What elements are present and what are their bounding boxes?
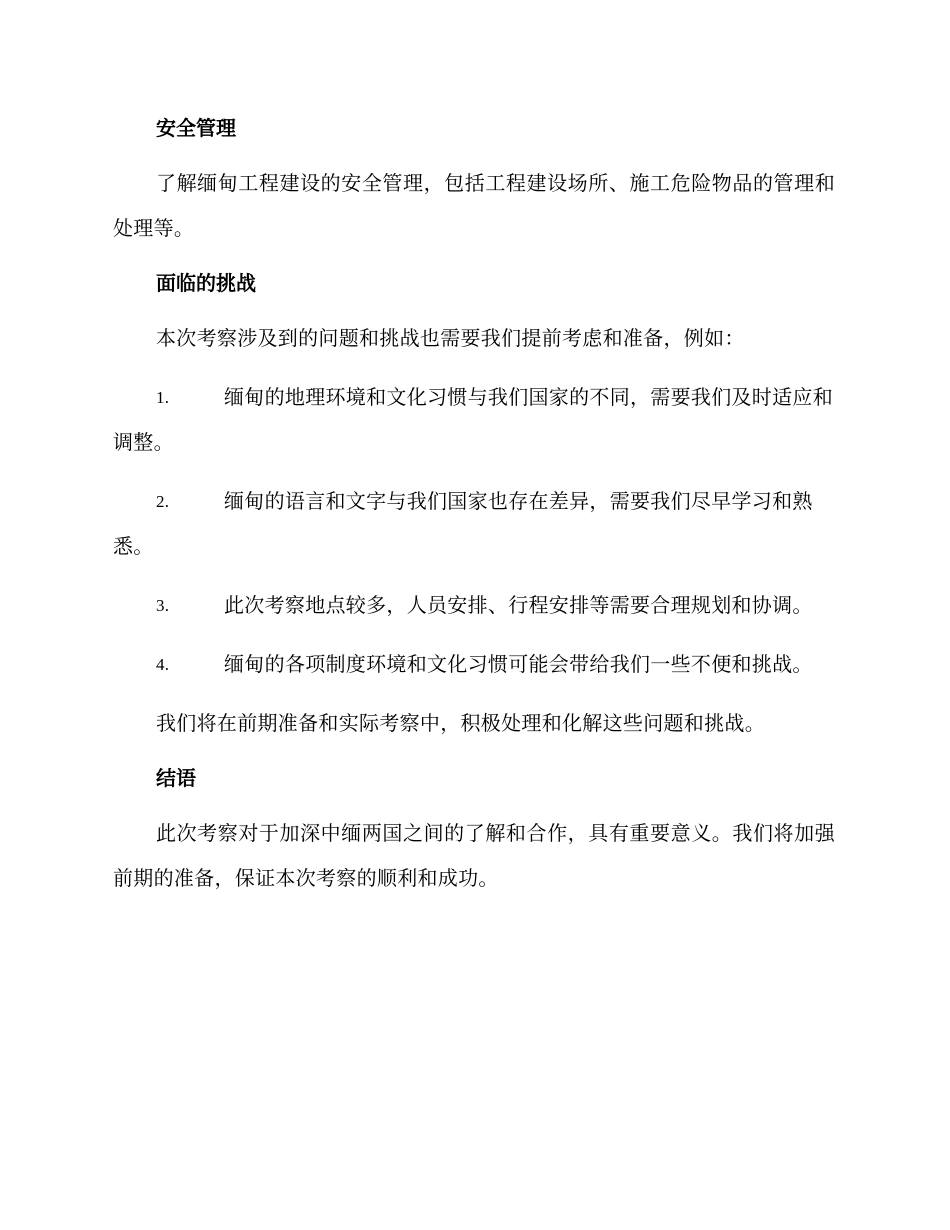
paragraph-challenges-intro: 本次考察涉及到的问题和挑战也需要我们提前考虑和准备，例如： bbox=[156, 326, 745, 350]
list-item-text: 缅甸的地理环境和文化习惯与我们国家的不同，需要我们及时适应和调整。 bbox=[113, 385, 833, 454]
section-heading-safety: 安全管理 bbox=[156, 116, 236, 140]
list-item-number: 3. bbox=[156, 596, 170, 615]
list-item-number: 1. bbox=[156, 388, 170, 407]
paragraph-challenges-outro: 我们将在前期准备和实际考察中，积极处理和化解这些问题和挑战。 bbox=[156, 711, 765, 735]
section-heading-conclusion: 结语 bbox=[156, 766, 196, 790]
list-item bbox=[113, 583, 835, 628]
list-item-number: 2. bbox=[156, 492, 170, 511]
list-item bbox=[113, 642, 835, 687]
list-item-number: 4. bbox=[156, 655, 170, 674]
list-item-text: 缅甸的语言和文字与我们国家也存在差异，需要我们尽早学习和熟悉。 bbox=[113, 489, 813, 558]
document-page bbox=[113, 110, 835, 901]
list-item-text: 此次考察地点较多，人员安排、行程安排等需要合理规划和协调。 bbox=[224, 593, 813, 617]
section-heading-challenges: 面临的挑战 bbox=[156, 271, 256, 295]
paragraph-safety: 了解缅甸工程建设的安全管理，包括工程建设场所、施工危险物品的管理和处理等。 bbox=[113, 171, 835, 240]
list-item bbox=[113, 479, 835, 569]
list-item-text: 缅甸的各项制度环境和文化习惯可能会带给我们一些不便和挑战。 bbox=[224, 652, 813, 676]
paragraph-conclusion: 此次考察对于加深中缅两国之间的了解和合作，具有重要意义。我们将加强前期的准备，保证本次考察的顺利和成功。 bbox=[113, 821, 835, 890]
list-item bbox=[113, 375, 835, 465]
